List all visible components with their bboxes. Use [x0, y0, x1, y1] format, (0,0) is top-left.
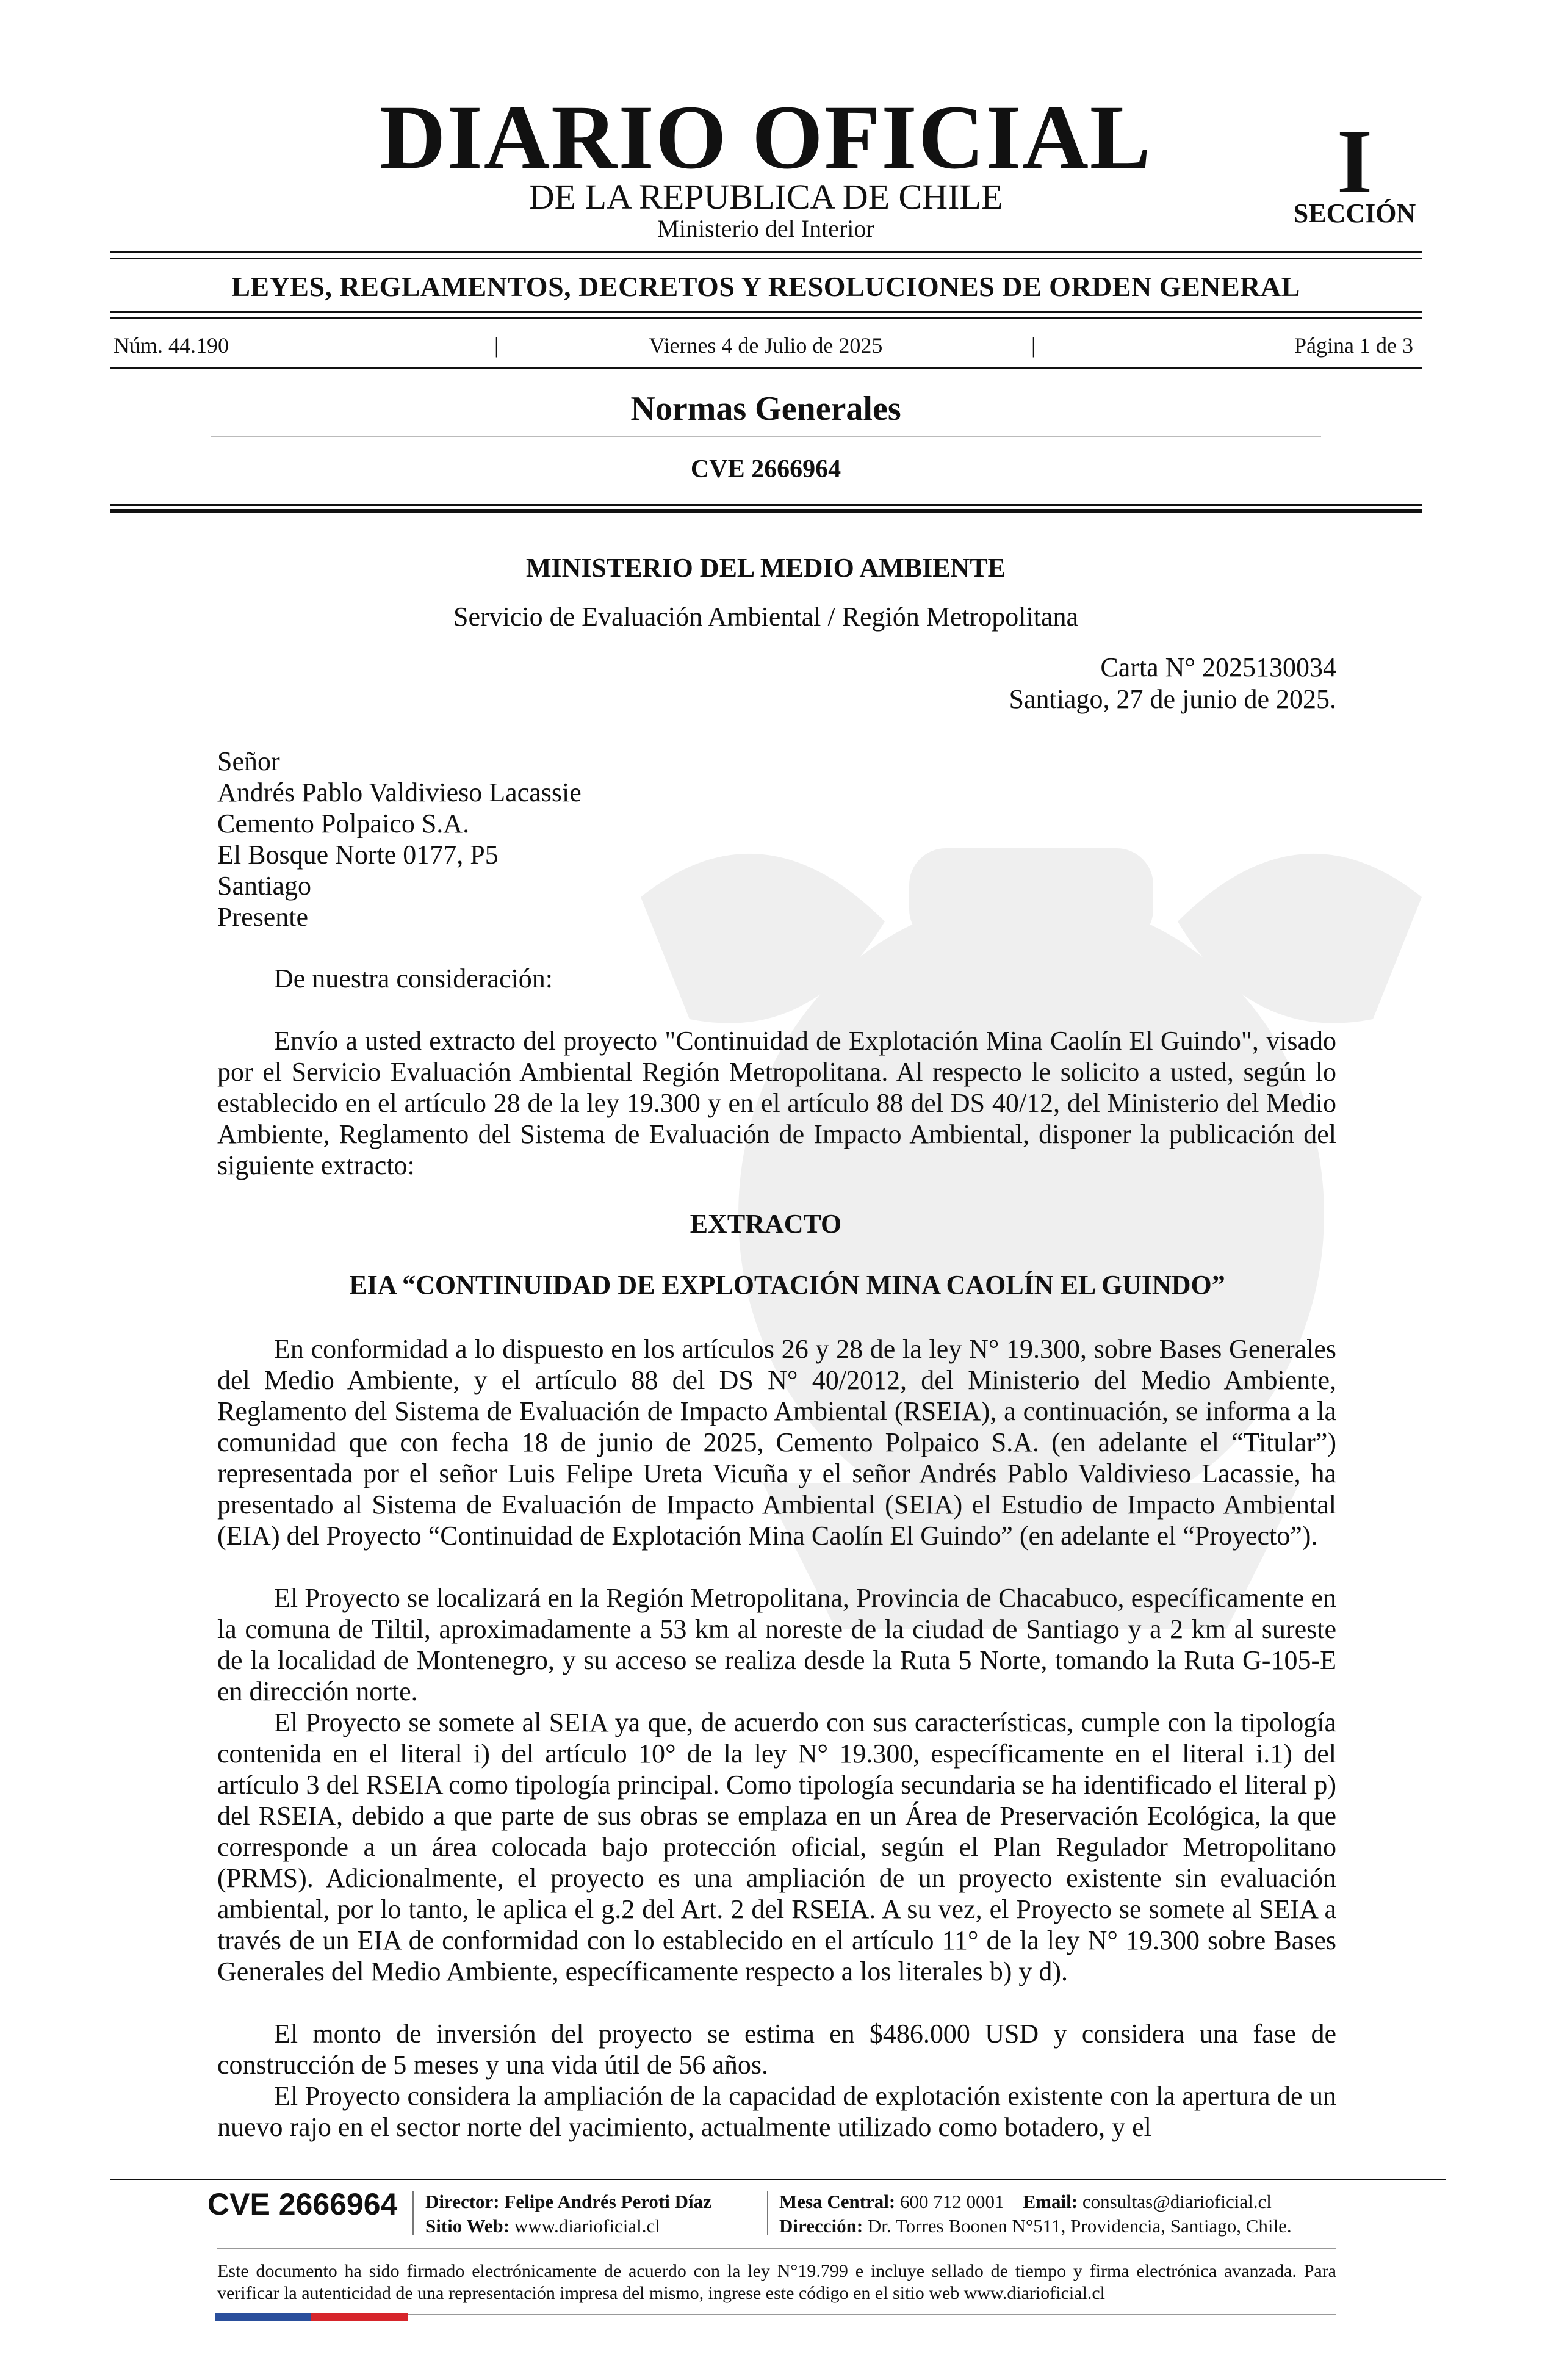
footer-divider [412, 2191, 414, 2235]
extracto-heading: EXTRACTO [690, 1209, 842, 1239]
recipient-line: Señor [217, 746, 280, 776]
letter-ministry: MINISTERIO DEL MEDIO AMBIENTE [525, 553, 1006, 583]
extracto-paragraph: El monto de inversión del proyecto se estima en $486.000 USD y considera una fase de construcción de 5 meses y una vida útil de 56 años. [217, 2019, 1336, 2080]
recipient-line: El Bosque Norte 0177, P5 [217, 840, 499, 870]
email-label: Email: [1023, 2191, 1078, 2212]
extracto-paragraph: El Proyecto considera la ampliación de la capacidad de explotación existente con la apertura de un nuevo rajo en el sector norte del yacimiento, actualmente utilizado como botadero, y el [217, 2081, 1336, 2142]
extracto-paragraph: El Proyecto se localizará en la Región Metropolitana, Provincia de Chacabuco, específicamente en la comuna de Tiltil, aproximadamente a 53 km al noreste de la ciudad de Santiago y a 2 km al sureste de la localidad de Montenegro, y su acceso se realiza desde la Ruta 5 Norte, tomando la Ruta G-105-E en dirección norte. [217, 1583, 1336, 1706]
address-label: Dirección: [779, 2215, 863, 2237]
flag-stripe-red [311, 2313, 408, 2321]
newspaper-subtitle: DE LA REPUBLICA DE CHILE [528, 177, 1003, 217]
issue-number: Núm. 44.190 [113, 333, 229, 358]
recipient-line: Cemento Polpaico S.A. [217, 809, 470, 838]
section-divider [211, 436, 1321, 437]
website-label: Sitio Web: [425, 2215, 510, 2237]
footer-contact-block [779, 2190, 1389, 2238]
letter-reference [793, 652, 1336, 715]
letter-greeting: De nuestra consideración: [274, 964, 553, 993]
legal-notice: Este documento ha sido firmado electrónicamente de acuerdo con la ley N°19.799 e incluye sellado de tiempo y firma electrónica avanzada. Para verificar la autenticidad de una representación impresa del mismo, ingrese este código en el sitio web www.diarioficial.cl [217, 2261, 1336, 2303]
category-rule [110, 311, 1422, 313]
content-rule [110, 504, 1422, 506]
director-label: Director: [425, 2191, 500, 2212]
section-label: SECCIÓN [1293, 198, 1416, 228]
newspaper-title: DIARIO OFICIAL [380, 87, 1152, 188]
section-number: I [1336, 111, 1373, 212]
phone-number: 600 712 0001 [900, 2191, 1004, 2212]
address-text: Dr. Torres Boonen N°511, Providencia, Santiago, Chile. [867, 2215, 1292, 2237]
footer-thin-rule [217, 2248, 1336, 2249]
footer-director-block [425, 2190, 779, 2238]
extracto-subheading: EIA “CONTINUIDAD DE EXPLOTACIÓN MINA CAOLÍN EL GUINDO” [349, 1270, 1225, 1300]
recipient-block [217, 746, 582, 932]
cve-code: CVE 2666964 [690, 455, 841, 483]
footer-cve: CVE 2666964 [207, 2187, 398, 2221]
extracto-paragraph: En conformidad a lo dispuesto en los artículos 26 y 28 de la ley N° 19.300, sobre Bases Generales del Medio Ambiente, y el artículo 88 del DS N° 40/2012, del Ministerio del Medio Ambiente, Reglamento del Sistema de Evaluación de Impacto Ambiental (RSEIA), a continuación, se informa a la comunidad que con fecha 18 de junio de 2025, Cemento Polpaico S.A. (en adelante el “Titular”) representada por el señor Luis Felipe Ureta Vicuña y el señor Andrés Pablo Valdivieso Lacassie, ha presentado al Sistema de Evaluación de Impacto Ambiental (SEIA) el Estudio de Impacto Ambiental (EIA) del Proyecto “Continuidad de Explotación Mina Caolín El Guindo” (en adelante el “Proyecto”). [217, 1334, 1336, 1551]
website-link[interactable]: www.diarioficial.cl [514, 2215, 660, 2237]
info-rule [110, 367, 1422, 369]
letter-service: Servicio de Evaluación Ambiental / Región Metropolitana [453, 602, 1078, 632]
ministry-label: Ministerio del Interior [657, 215, 874, 242]
flag-stripe-blue [215, 2313, 311, 2321]
content-rule [110, 509, 1422, 513]
phone-label: Mesa Central: [779, 2191, 896, 2212]
page-number: Página 1 de 3 [1294, 333, 1413, 358]
issue-date: Viernes 4 de Julio de 2025 [649, 333, 883, 358]
issue-separator: | [1031, 333, 1036, 358]
footer-divider [767, 2191, 768, 2235]
category-banner: LEYES, REGLAMENTOS, DECRETOS Y RESOLUCIONES DE ORDEN GENERAL [231, 271, 1300, 302]
letter-date: Santiago, 27 de junio de 2025. [1009, 684, 1336, 714]
letter-number: Carta N° 2025130034 [1100, 652, 1336, 682]
director-name: Felipe Andrés Peroti Díaz [504, 2191, 711, 2212]
footer-rule [110, 2179, 1446, 2180]
letter-intro: Envío a usted extracto del proyecto "Continuidad de Explotación Mina Caolín El Guindo", visado por el Servicio Evaluación Ambiental Región Metropolitana. Al respecto le solicito a usted, según lo establecido en el artículo 28 de la ley 19.300 y en el artículo 88 del DS 40/12, del Ministerio del Medio Ambiente, Reglamento del Sistema de Evaluación de Impacto Ambiental, disponer la publicación del siguiente extracto: [217, 1026, 1336, 1180]
recipient-line: Andrés Pablo Valdivieso Lacassie [217, 777, 582, 807]
issue-separator: | [494, 333, 499, 358]
header-rule [110, 258, 1422, 259]
header-rule [110, 251, 1422, 253]
extracto-paragraph: El Proyecto se somete al SEIA ya que, de acuerdo con sus características, cumple con la tipología contenida en el literal i) del artículo 10° de la ley N° 19.300, específicamente en el literal i.1) del artículo 3 del RSEIA como tipología principal. Como tipología secundaria se ha identificado el literal p) del RSEIA, debido a que parte de sus obras se emplaza en un Área de Preservación Ecológica, la que corresponde a un área colocada bajo protección oficial, según el Plan Regulador Metropolitano (PRMS). Adicionalmente, el proyecto es una ampliación de un proyecto existente sin evaluación ambiental, por lo tanto, le aplica el g.2 del Art. 2 del RSEIA. A su vez, el Proyecto se somete al SEIA a través de un EIA de conformidad con lo establecido en el artículo 11° de la ley N° 19.300 sobre Bases Generales del Medio Ambiente, específicamente respecto a los literales b) y d). [217, 1707, 1336, 1986]
email-link[interactable]: consultas@diarioficial.cl [1082, 2191, 1272, 2212]
category-rule [110, 317, 1422, 319]
recipient-line: Presente [217, 902, 309, 932]
recipient-line: Santiago [217, 871, 311, 901]
section-title: Normas Generales [630, 390, 901, 428]
